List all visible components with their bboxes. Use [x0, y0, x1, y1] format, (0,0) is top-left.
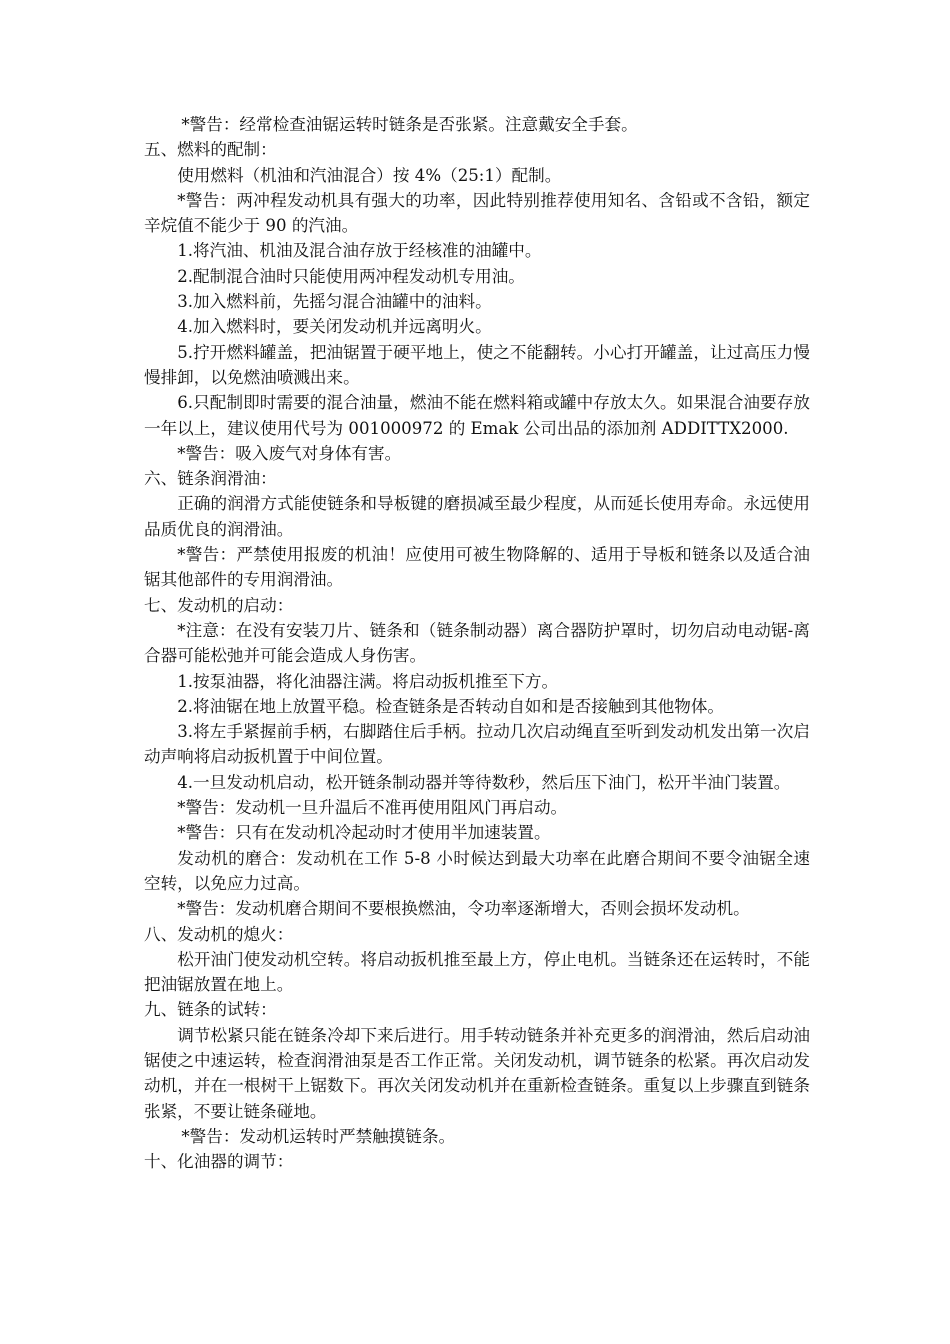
start-step-3: 3.将左手紧握前手柄，右脚踏住后手柄。拉动几次启动绳直至听到发动机发出第一次启动声响将启动扳机置于中间位置。 [144, 722, 810, 767]
warning-touch-chain: *警告：发动机运转时严禁触摸链条。 [181, 1126, 456, 1146]
heading-engine-start: 七、发动机的启动： [144, 595, 294, 615]
heading-fuel-mixing: 五、燃料的配制： [144, 140, 277, 160]
fuel-step-4: 4.加入燃料时，要关闭发动机并远离明火。 [177, 317, 492, 337]
fuel-step-1: 1.将汽油、机油及混合油存放于经核准的油罐中。 [177, 241, 542, 261]
start-step-4: 4.一旦发动机启动，松开链条制动器并等待数秒，然后压下油门，松开半油门装置。 [177, 772, 791, 792]
paragraph-engine-stop: 松开油门使发动机空转。将启动扳机推至最上方，停止电机。当链条还在运转时，不能把油锯放置在地上。 [144, 949, 810, 995]
heading-chain-lubricant: 六、链条润滑油： [144, 469, 277, 489]
heading-engine-stop: 八、发动机的熄火： [144, 924, 294, 944]
paragraph-fuel-ratio: 使用燃料（机油和汽油混合）按 4%（25:1）配制。 [177, 165, 562, 185]
warning-half-throttle: *警告：只有在发动机冷起动时才使用半加速装置。 [177, 823, 551, 843]
warning-octane: *警告：两冲程发动机具有强大的功率，因此特别推荐使用知名、含铅或不含铅，额定辛烷值不能少于 90 的汽油。 [144, 190, 810, 236]
warning-waste-oil: *警告：严禁使用报废的机油！应使用可被生物降解的、适用于导板和链条以及适合油锯其他部件的专用润滑油。 [144, 545, 810, 590]
fuel-step-3: 3.加入燃料前，先摇匀混合油罐中的油料。 [177, 292, 492, 312]
start-step-1: 1.按泵油器，将化油器注满。将启动扳机推至下方。 [177, 671, 559, 691]
notice-guard: *注意：在没有安装刀片、链条和（链条制动器）离合器防护罩时，切勿启动电动锯-离合器可能松弛并可能会造成人身伤害。 [144, 620, 810, 666]
fuel-step-2: 2.配制混合油时只能使用两冲程发动机专用油。 [177, 266, 525, 286]
start-step-2: 2.将油锯在地上放置平稳。检查链条是否转动自如和是否接触到其他物体。 [177, 696, 725, 716]
paragraph-break-in: 发动机的磨合：发动机在工作 5-8 小时候达到最大功率在此磨合期间不要令油锯全速空转，以免应力过高。 [144, 848, 810, 893]
heading-chain-test: 九、链条的试转： [144, 1000, 277, 1020]
warning-break-in: *警告：发动机磨合期间不要根换燃油，令功率逐渐增大，否则会损坏发动机。 [177, 899, 750, 919]
paragraph-lubrication: 正确的润滑方式能使链条和导板键的磨损减至最少程度，从而延长使用寿命。永远使用品质优良的润滑油。 [144, 494, 810, 539]
warning-chain-tension: *警告：经常检查油锯运转时链条是否张紧。注意戴安全手套。 [181, 115, 638, 134]
warning-exhaust: *警告：吸入废气对身体有害。 [177, 443, 402, 463]
paragraph-chain-test: 调节松紧只能在链条冷却下来后进行。用手转动链条并补充更多的润滑油，然后启动油锯使之中速运转，检查润滑油泵是否工作正常。关闭发动机，调节链条的松紧。再次启动发动机，并在一根树干上锯数下。再次关闭发动机并在重新检查链条。重复以上步骤直到链条张紧，不要让链条碰地。 [144, 1025, 810, 1121]
fuel-step-5: 5.拧开燃料罐盖，把油锯置于硬平地上，使之不能翻转。小心打开罐盖，让过高压力慢慢排卸，以免燃油喷溅出来。 [144, 342, 810, 387]
warning-choke: *警告：发动机一旦升温后不准再使用阻风门再启动。 [177, 798, 568, 818]
heading-carburetor: 十、化油器的调节： [144, 1152, 294, 1172]
document-page [144, 112, 810, 1174]
fuel-step-6: 6.只配制即时需要的混合油量，燃油不能在燃料箱或罐中存放太久。如果混合油要存放一年以上，建议使用代号为 001000972 的 Emak 公司出品的添加剂 ADDITTX2000. [144, 393, 810, 438]
